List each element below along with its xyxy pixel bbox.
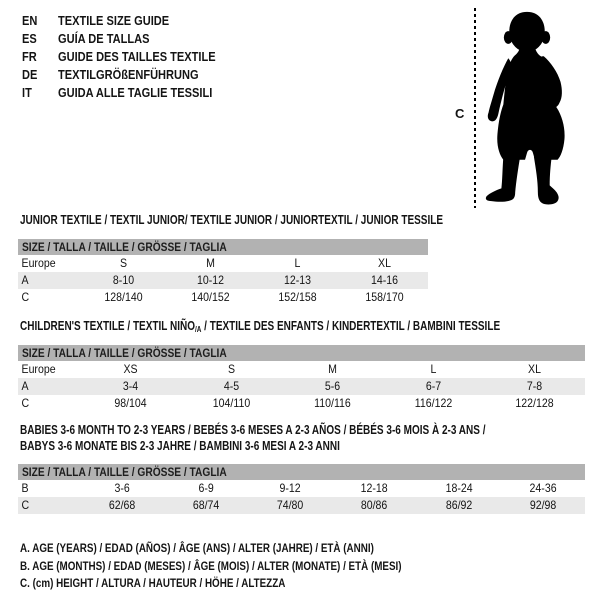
table-cell: 74/80 [277, 498, 304, 512]
table-row-height [18, 497, 585, 514]
col-header: S [227, 362, 236, 376]
guide-title: TEXTILGRÖßENFÜHRUNG [58, 67, 199, 82]
legend-notes [20, 540, 485, 593]
children-size-table [18, 345, 585, 412]
height-measure-dashed-line [474, 8, 476, 208]
col-header: S [119, 256, 128, 270]
babies-section-heading [20, 422, 485, 454]
height-label-c: C [455, 106, 465, 121]
table-cell: 158/170 [365, 290, 404, 304]
size-header-label: SIZE / TALLA / TAILLE / GRÖSSE / TAGLIA [22, 346, 227, 360]
table-cell: 110/116 [314, 396, 351, 410]
table-row-europe [18, 361, 585, 378]
table-cell: 7-8 [526, 379, 543, 393]
table-cell: 9-12 [279, 481, 301, 495]
table-cell: 4-5 [223, 379, 240, 393]
guide-title: TEXTILE SIZE GUIDE [58, 13, 170, 28]
guide-title: GUÍA DE TALLAS [58, 31, 150, 46]
table-cell: 18-24 [445, 481, 473, 495]
col-header: M [206, 256, 215, 270]
row-label: Europe [21, 362, 56, 376]
size-header-bar [18, 345, 585, 361]
babies-size-table [18, 464, 585, 514]
table-cell: 80/86 [361, 498, 388, 512]
children-section-heading [20, 318, 500, 338]
note-height-cm: C. (cm) HEIGHT / ALTURA / HAUTEUR / HÖHE / ALTEZZA [20, 576, 286, 590]
table-cell: 98/104 [114, 396, 147, 410]
col-header: XS [123, 362, 138, 376]
junior-size-table [18, 239, 428, 306]
table-row-months [18, 480, 585, 497]
language-row-en [22, 12, 243, 30]
col-header: XL [378, 256, 391, 270]
row-label: C [21, 396, 30, 410]
table-cell: 6-9 [198, 481, 214, 495]
language-title-list [22, 12, 243, 102]
language-row-de [22, 66, 243, 84]
children-heading-post: / TEXTILE DES ENFANTS / KINDERTEXTIL / BAMBINI TESSILE [201, 319, 501, 333]
guide-title: GUIDA ALLE TAGLIE TESSILI [58, 85, 213, 100]
size-header-bar [18, 464, 585, 480]
children-heading-sub: /A [194, 325, 202, 334]
junior-section-heading: JUNIOR TEXTILE / TEXTIL JUNIOR/ TEXTILE JUNIOR / JUNIORTEXTIL / JUNIOR TESSILE [20, 213, 444, 227]
table-cell: 6-7 [425, 379, 442, 393]
col-header: XL [528, 362, 541, 376]
language-code: DE [22, 67, 38, 82]
table-cell: 68/74 [193, 498, 220, 512]
row-label: C [21, 290, 30, 304]
table-cell: 8-10 [112, 273, 135, 287]
table-cell: 116/122 [414, 396, 453, 410]
row-label: A [21, 273, 29, 287]
babies-heading-line1: BABIES 3-6 MONTH TO 2-3 YEARS / BEBÉS 3-6 MESES A 2-3 AÑOS / BÉBÉS 3-6 MOIS À 2-3 ANS / [20, 423, 486, 437]
language-row-it [22, 84, 243, 102]
row-label: A [21, 379, 29, 393]
size-header-label: SIZE / TALLA / TAILLE / GRÖSSE / TAGLIA [22, 240, 227, 254]
note-age-years: A. AGE (YEARS) / EDAD (AÑOS) / ÂGE (ANS) / ALTER (JAHRE) / ETÀ (ANNI) [20, 541, 374, 555]
col-header: L [430, 362, 437, 376]
language-code: EN [22, 13, 38, 28]
row-label: C [21, 498, 30, 512]
table-cell: 128/140 [104, 290, 143, 304]
table-cell: 3-4 [122, 379, 139, 393]
table-row-age [18, 378, 585, 395]
table-row-age [18, 272, 428, 289]
table-row-height [18, 289, 428, 306]
size-header-bar [18, 239, 428, 255]
table-cell: 12-18 [361, 481, 389, 495]
note-age-months: B. AGE (MONTHS) / EDAD (MESES) / ÂGE (MOIS) / ALTER (MONATE) / ETÀ (MESI) [20, 558, 402, 573]
table-cell: 122/128 [515, 396, 554, 410]
language-row-es [22, 30, 243, 48]
table-cell: 12-13 [283, 273, 312, 287]
language-row-fr [22, 48, 243, 66]
table-cell: 152/158 [278, 290, 317, 304]
table-cell: 86/92 [445, 498, 472, 512]
language-code: ES [22, 31, 37, 46]
language-code: FR [22, 49, 37, 64]
table-cell: 62/68 [108, 498, 136, 512]
children-heading-pre: CHILDREN'S TEXTILE / TEXTIL NIÑO [20, 319, 195, 333]
babies-heading-line2: BABYS 3-6 MONATE BIS 2-3 JAHRE / BAMBINI 3-6 MESI A 2-3 ANNI [20, 439, 340, 453]
row-label: Europe [21, 256, 56, 270]
toddler-silhouette-icon [478, 5, 578, 212]
table-cell: 24-36 [529, 481, 557, 495]
table-row-height [18, 395, 585, 412]
guide-title: GUIDE DES TAILLES TEXTILE [58, 49, 216, 64]
table-cell: 10-12 [196, 273, 225, 287]
language-code: IT [22, 85, 32, 100]
table-cell: 5-6 [324, 379, 341, 393]
table-cell: 3-6 [114, 481, 130, 495]
col-header: L [294, 256, 301, 270]
table-row-europe [18, 255, 428, 272]
row-label: B [21, 481, 29, 495]
table-cell: 92/98 [529, 498, 557, 512]
col-header: M [328, 362, 337, 376]
table-cell: 104/110 [212, 396, 251, 410]
table-cell: 14-16 [370, 273, 399, 287]
table-cell: 140/152 [191, 290, 230, 304]
size-header-label: SIZE / TALLA / TAILLE / GRÖSSE / TAGLIA [22, 465, 227, 479]
